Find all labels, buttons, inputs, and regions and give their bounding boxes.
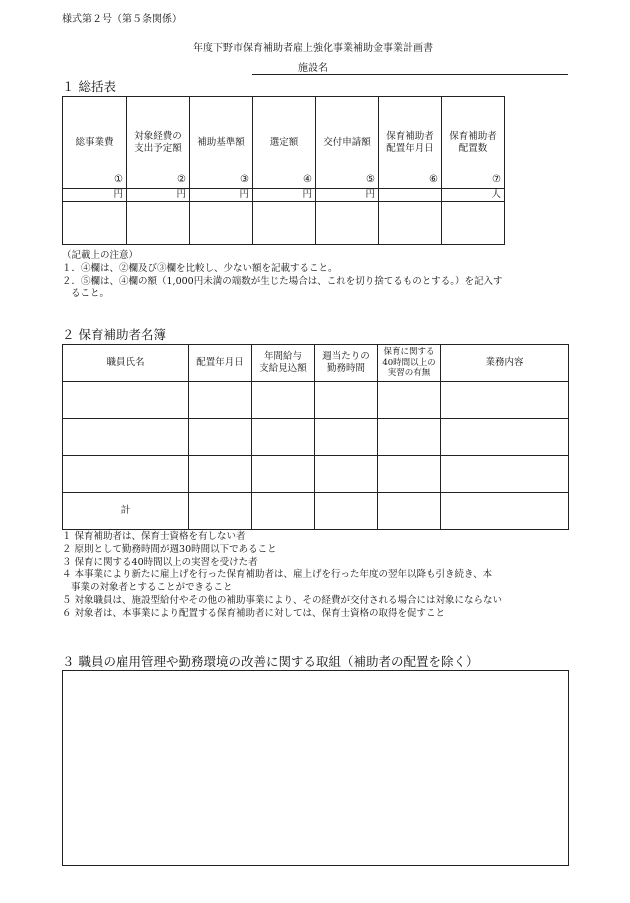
facility-name-line[interactable] xyxy=(252,74,568,75)
roster-cell[interactable] xyxy=(315,493,378,530)
notes-title: （記載上の注意） xyxy=(62,250,139,261)
summary-header-cell xyxy=(253,97,316,189)
total-row xyxy=(63,493,569,530)
unit-cell: 人 xyxy=(442,189,505,202)
roster-cell[interactable] xyxy=(189,493,252,530)
summary-header-cell xyxy=(63,97,127,189)
roster-cell[interactable] xyxy=(315,419,378,456)
summary-header-cell xyxy=(127,97,190,189)
section2-heading: ２ 保育補助者名簿 xyxy=(62,327,166,342)
column-number: ⑦ xyxy=(492,174,501,185)
roster-cell[interactable] xyxy=(441,419,569,456)
unit-cell: 円 xyxy=(316,189,379,202)
column-number: ⑤ xyxy=(366,174,375,185)
column-label: 保育補助者 配置数 xyxy=(449,130,497,154)
column-label: 選定額 xyxy=(269,136,299,148)
roster-header-cell: 業務内容 xyxy=(441,345,569,382)
column-label: 交付申請額 xyxy=(323,136,371,148)
roster-cell[interactable] xyxy=(252,382,315,419)
column-label: 保育補助者 配置年月日 xyxy=(386,130,434,154)
roster-cell[interactable] xyxy=(441,456,569,493)
summary-header-cell xyxy=(379,97,442,189)
summary-header-row xyxy=(63,97,505,189)
roster-cell[interactable] xyxy=(315,382,378,419)
roster-cell[interactable] xyxy=(63,456,189,493)
summary-input-cell[interactable] xyxy=(63,202,127,245)
note-line: ること。 xyxy=(62,288,110,300)
summary-input-row xyxy=(63,202,505,245)
column-label: 補助基準額 xyxy=(197,136,245,148)
column-number: ① xyxy=(114,174,123,185)
roster-header-cell: 週当たりの 勤務時間 xyxy=(315,345,378,382)
unit-cell xyxy=(379,189,442,202)
section3-heading: ３ 職員の雇用管理や勤務環境の改善に関する取組（補助者の配置を除く） xyxy=(62,654,479,669)
note-line: ２ 原則として勤務時間が週30時間以下であること xyxy=(62,543,277,555)
roster-cell[interactable] xyxy=(378,419,441,456)
column-number: ④ xyxy=(303,174,312,185)
roster-cell[interactable] xyxy=(441,493,569,530)
table-row xyxy=(63,382,569,419)
section2-notes xyxy=(62,531,502,621)
summary-header-cell xyxy=(190,97,253,189)
column-number: ② xyxy=(177,174,186,185)
table-row xyxy=(63,419,569,456)
summary-table xyxy=(62,96,505,245)
roster-cell[interactable] xyxy=(252,419,315,456)
roster-cell[interactable] xyxy=(63,382,189,419)
facility-label: 施設名 xyxy=(298,63,328,74)
section1-heading: １ 総括表 xyxy=(62,79,116,94)
column-number: ③ xyxy=(240,174,249,185)
unit-cell: 円 xyxy=(253,189,316,202)
note-line: ６ 対象者は、本事業により配置する保育補助者に対しては、保育士資格の取得を促すこと xyxy=(62,607,446,619)
roster-header-cell: 年間給与 支給見込額 xyxy=(252,345,315,382)
note-line: ２．⑤欄は、④欄の額（1,000円未満の端数が生じた場合は、これを切り捨てるものとする。）を記入す xyxy=(62,275,503,287)
total-label: 計 xyxy=(63,493,189,530)
table-row xyxy=(63,456,569,493)
summary-input-cell[interactable] xyxy=(253,202,316,245)
roster-header-row xyxy=(63,345,569,382)
document-title: 年度下野市保育補助者雇上強化事業補助金事業計画書 xyxy=(193,43,433,54)
roster-header-cell: 配置年月日 xyxy=(189,345,252,382)
roster-cell[interactable] xyxy=(378,493,441,530)
unit-cell: 円 xyxy=(190,189,253,202)
summary-header-cell xyxy=(442,97,505,189)
staff-roster-table xyxy=(62,344,569,530)
improvement-initiatives-box[interactable] xyxy=(62,670,569,866)
roster-cell[interactable] xyxy=(189,382,252,419)
summary-unit-row xyxy=(63,189,505,202)
roster-cell[interactable] xyxy=(378,382,441,419)
note-line: １．④欄は、②欄及び③欄を比較し、少ない額を記載すること。 xyxy=(62,262,338,274)
note-line: 事業の対象者とすることができること xyxy=(62,582,233,594)
roster-cell[interactable] xyxy=(189,456,252,493)
roster-cell[interactable] xyxy=(252,456,315,493)
summary-input-cell[interactable] xyxy=(127,202,190,245)
roster-cell[interactable] xyxy=(378,456,441,493)
roster-header-cell: 職員氏名 xyxy=(63,345,189,382)
form-number: 様式第２号（第５条関係） xyxy=(62,14,182,25)
note-line: ５ 対象職員は、施設型給付やその他の補助事業により、その経費が交付される場合には対象にならない xyxy=(62,594,503,606)
roster-cell[interactable] xyxy=(315,456,378,493)
unit-cell: 円 xyxy=(127,189,190,202)
column-label: 対象経費の 支出予定額 xyxy=(134,130,182,154)
summary-input-cell[interactable] xyxy=(442,202,505,245)
roster-cell[interactable] xyxy=(441,382,569,419)
column-number: ⑥ xyxy=(429,174,438,185)
note-line: １ 保育補助者は、保育士資格を有しない者 xyxy=(62,531,246,542)
summary-input-cell[interactable] xyxy=(190,202,253,245)
summary-input-cell[interactable] xyxy=(316,202,379,245)
summary-input-cell[interactable] xyxy=(379,202,442,245)
note-line: ３ 保育に関する40時間以上の実習を受けた者 xyxy=(62,556,258,568)
note-line: ４ 本事業により新たに雇上げを行った保育補助者は、雇上げを行った年度の翌年以降も引き続き、本 xyxy=(62,569,493,581)
column-label: 総事業費 xyxy=(75,136,114,148)
section1-notes xyxy=(62,250,502,301)
summary-header-cell xyxy=(316,97,379,189)
roster-cell[interactable] xyxy=(252,493,315,530)
roster-cell[interactable] xyxy=(63,419,189,456)
roster-header-cell: 保育に関する 40時間以上の 実習の有無 xyxy=(378,345,441,382)
roster-cell[interactable] xyxy=(189,419,252,456)
unit-cell: 円 xyxy=(63,189,127,202)
